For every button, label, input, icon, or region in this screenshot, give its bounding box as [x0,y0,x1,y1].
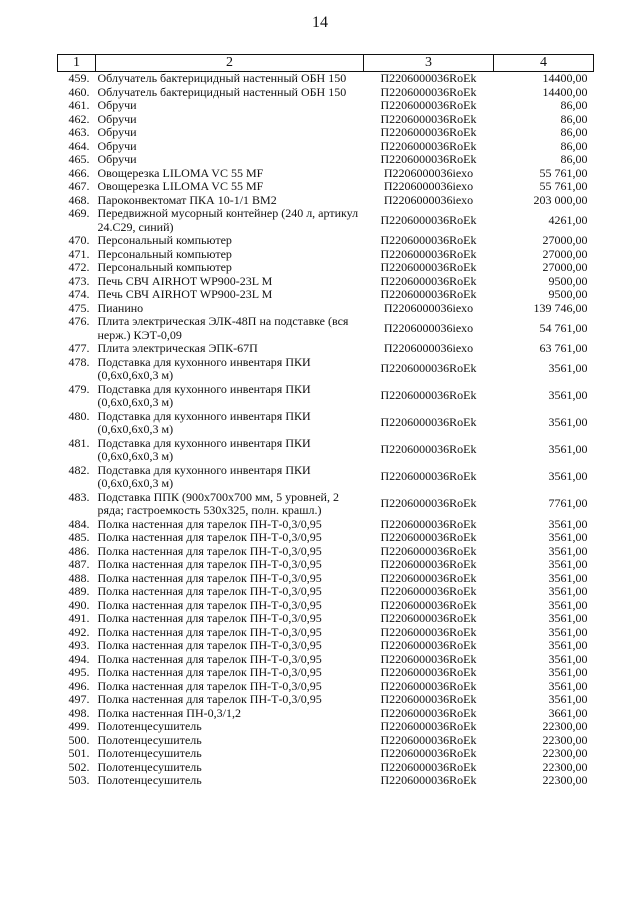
page-number: 14 [312,14,328,31]
item-name: Обручи [97,138,137,153]
item-name: Подставка для кухонного инвентаря ПКИ (0,6х0,6х0,3 м) [97,462,311,490]
item-price: 14400,00 [542,84,588,99]
row-number: 499. [68,719,90,733]
table-row [58,491,594,518]
inventory-code: П2206000036RoEk [380,678,477,693]
table-row [58,545,594,559]
inventory-code: П2206000036RoEk [380,651,477,666]
table-row [58,126,594,140]
item-price: 3561,00 [548,611,588,625]
row-number: 502. [68,759,90,774]
table-row [58,774,594,788]
inventory-code: П2206000036iexo [383,179,474,193]
row-number: 501. [68,746,90,760]
table-row [58,207,594,234]
row-number: 489. [68,584,90,598]
table-row [58,72,594,86]
inventory-code: П2206000036RoEk [380,570,477,585]
table-header [58,55,594,72]
table-row [58,680,594,694]
row-number: 481. [68,435,90,450]
row-number: 503. [68,773,90,787]
table-row [58,234,594,248]
item-name: Полка настенная для тарелок ПН-Т-0,3/0,95 [97,651,322,666]
inventory-code: П2206000036RoEk [380,273,477,288]
table-row [58,437,594,464]
inventory-code: П2206000036RoEk [380,152,477,166]
item-name: Полотенцесушитель [97,759,202,774]
item-name: Полка настенная для тарелок ПН-Т-0,3/0,95 [97,543,322,558]
item-name: Пианино [97,300,144,315]
item-name: Персональный компьютер [97,246,232,261]
inventory-code: П2206000036RoEk [380,246,477,261]
item-price: 27000,00 [542,246,588,261]
inventory-code: П2206000036RoEk [380,469,477,484]
row-number: 496. [68,678,90,693]
item-name: Полка настенная для тарелок ПН-Т-0,3/0,95 [97,584,322,598]
item-name: Подставка для кухонного инвентаря ПКИ (0,6х0,6х0,3 м) [97,354,311,382]
item-name: Обручи [97,152,137,166]
inventory-code: П2206000036RoEk [380,530,477,544]
item-price: 22300,00 [542,746,588,760]
item-name: Обручи [97,98,137,112]
column-header-1: 1 [58,55,96,72]
item-price: 3561,00 [548,530,588,544]
item-name: Пароконвектомат ПКА 10-1/1 ВМ2 [97,192,277,207]
inventory-code: П2206000036RoEk [380,125,477,139]
item-price: 55 761,00 [539,165,588,180]
inventory-code: П2206000036RoEk [380,111,477,126]
inventory-code: П2206000036iexo [383,165,474,180]
inventory-code: П2206000036RoEk [380,705,477,720]
item-name: Обручи [97,111,137,126]
inventory-code: П2206000036iexo [383,341,474,355]
table-row [58,356,594,383]
item-price: 203 000,00 [533,192,588,207]
row-number: 470. [68,233,90,247]
inventory-code: П2206000036RoEk [380,287,477,301]
item-price: 27000,00 [542,260,588,274]
item-price: 3561,00 [548,678,588,693]
item-price: 14400,00 [542,71,588,85]
row-number: 495. [68,665,90,679]
table-row [58,747,594,761]
row-number: 484. [68,516,90,531]
row-number: 472. [68,260,90,274]
inventory-code: П2206000036RoEk [380,611,477,625]
inventory-code: П2206000036RoEk [380,496,477,511]
row-number: 474. [68,287,90,301]
row-number: 493. [68,638,90,652]
table-row [58,531,594,545]
row-number: 463. [68,125,90,139]
table-row [58,153,594,167]
inventory-code: П2206000036RoEk [380,597,477,612]
item-name: Овощерезка LILOMA VC 55 MF [97,179,264,193]
item-name: Полотенцесушитель [97,773,202,787]
table-row [58,612,594,626]
table-row [58,342,594,356]
item-price: 3661,00 [548,705,588,720]
item-name: Полка настенная для тарелок ПН-Т-0,3/0,95 [97,624,322,639]
column-header-3: 3 [364,55,494,72]
item-price: 3561,00 [548,570,588,585]
item-name: Подставка для кухонного инвентаря ПКИ (0,6х0,6х0,3 м) [97,408,311,436]
table-row [58,113,594,127]
table-row [58,248,594,262]
item-price: 3561,00 [548,624,588,639]
table-row [58,167,594,181]
row-number: 471. [68,246,90,261]
item-price: 3561,00 [548,692,588,706]
item-name: Полка настенная для тарелок ПН-Т-0,3/0,95 [97,678,322,693]
item-name: Персональный компьютер [97,260,232,274]
row-number: 486. [68,543,90,558]
item-name: Полка настенная для тарелок ПН-Т-0,3/0,95 [97,557,322,571]
table-row [58,639,594,653]
item-price: 22300,00 [542,719,588,733]
item-price: 55 761,00 [539,179,588,193]
inventory-code: П2206000036RoEk [380,71,477,85]
table-row [58,761,594,775]
table-row [58,288,594,302]
row-number: 498. [68,705,90,720]
item-name: Облучатель бактерицидный настенный ОБН 150 [97,84,347,99]
inventory-code: П2206000036RoEk [380,692,477,706]
item-name: Полка настенная для тарелок ПН-Т-0,3/0,95 [97,530,322,544]
row-number: 500. [68,732,90,747]
table-row [58,410,594,437]
inventory-code: П2206000036RoEk [380,98,477,112]
table-row [58,666,594,680]
item-price: 86,00 [560,98,588,112]
row-number: 469. [68,206,90,220]
row-number: 485. [68,530,90,544]
inventory-code: П2206000036iexo [383,320,474,335]
table-row [58,734,594,748]
table-row [58,261,594,275]
row-number: 482. [68,462,90,477]
item-price: 22300,00 [542,732,588,747]
row-number: 483. [68,489,90,504]
table-row [58,99,594,113]
table-row [58,518,594,532]
item-name: Полка настенная для тарелок ПН-Т-0,3/0,95 [97,570,322,585]
item-name: Плита электрическая ЭПК-67П [97,341,258,355]
item-price: 3561,00 [548,469,588,484]
row-number: 491. [68,611,90,625]
row-number: 464. [68,138,90,153]
inventory-code: П2206000036RoEk [380,732,477,747]
item-name: Овощерезка LILOMA VC 55 MF [97,165,264,180]
item-name: Полотенцесушитель [97,732,202,747]
table-body [58,72,594,788]
inventory-code: П2206000036RoEk [380,415,477,430]
inventory-code: П2206000036iexo [383,192,474,207]
column-header-2: 2 [96,55,364,72]
item-name: Полотенцесушитель [97,746,202,760]
item-name: Облучатель бактерицидный настенный ОБН 150 [97,71,347,85]
item-price: 86,00 [560,152,588,166]
item-price: 3561,00 [548,543,588,558]
item-name: Полка настенная для тарелок ПН-Т-0,3/0,95 [97,692,322,706]
item-name: Подставка ППК (900х700х700 мм, 5 уровней, 2 ряда; гастроемкость 530х325, полн. крашл.) [97,489,339,517]
row-number: 467. [68,179,90,193]
item-price: 3561,00 [548,665,588,679]
item-price: 3561,00 [548,597,588,612]
row-number: 462. [68,111,90,126]
table-row [58,86,594,100]
item-price: 3561,00 [548,651,588,666]
item-price: 86,00 [560,138,588,153]
item-name: Печь СВЧ AIRHOT WP900-23L M [97,273,273,288]
table-row [58,383,594,410]
item-price: 63 761,00 [539,341,588,355]
item-price: 86,00 [560,125,588,139]
table-row [58,693,594,707]
inventory-code: П2206000036RoEk [380,260,477,274]
table-row [58,558,594,572]
item-price: 22300,00 [542,759,588,774]
inventory-code: П2206000036RoEk [380,138,477,153]
item-price: 86,00 [560,111,588,126]
item-name: Полка настенная для тарелок ПН-Т-0,3/0,95 [97,638,322,652]
inventory-table [57,54,594,788]
item-price: 9500,00 [548,273,588,288]
table-row [58,707,594,721]
row-number: 487. [68,557,90,571]
row-number: 466. [68,165,90,180]
row-number: 490. [68,597,90,612]
item-price: 3561,00 [548,557,588,571]
item-price: 22300,00 [542,773,588,787]
item-price: 7761,00 [548,496,588,511]
row-number: 492. [68,624,90,639]
item-name: Полотенцесушитель [97,719,202,733]
row-number: 480. [68,408,90,423]
item-name: Полка настенная ПН-0,3/1,2 [97,705,241,720]
inventory-code: П2206000036RoEk [380,543,477,558]
table-row [58,585,594,599]
item-price: 54 761,00 [539,320,588,335]
item-price: 3561,00 [548,638,588,652]
table-row [58,275,594,289]
row-number: 477. [68,341,90,355]
row-number: 460. [68,84,90,99]
table-row [58,315,594,342]
row-number: 488. [68,570,90,585]
inventory-code: П2206000036RoEk [380,361,477,376]
item-name: Полка настенная для тарелок ПН-Т-0,3/0,95 [97,611,322,625]
item-name: Плита электрическая ЭЛК-48П на подставке (вся нерж.) КЭТ-0,09 [97,314,349,342]
item-price: 27000,00 [542,233,588,247]
column-header-4: 4 [494,55,594,72]
inventory-code: П2206000036RoEk [380,516,477,531]
item-name: Полка настенная для тарелок ПН-Т-0,3/0,95 [97,597,322,612]
item-name: Подставка для кухонного инвентаря ПКИ (0,6х0,6х0,3 м) [97,435,311,463]
row-number: 475. [68,300,90,315]
inventory-code: П2206000036RoEk [380,212,477,227]
table-row [58,464,594,491]
inventory-code: П2206000036RoEk [380,233,477,247]
item-name: Передвижной мусорный контейнер (240 л, артикул 24.С29, синий) [97,206,359,234]
row-number: 473. [68,273,90,288]
row-number: 494. [68,651,90,666]
table-row [58,653,594,667]
item-price: 3561,00 [548,516,588,531]
inventory-code: П2206000036RoEk [380,442,477,457]
inventory-code: П2206000036RoEk [380,557,477,571]
table-row [58,140,594,154]
header-row [58,55,594,72]
row-number: 459. [68,71,90,85]
table-row [58,626,594,640]
row-number: 497. [68,692,90,706]
row-number: 479. [68,381,90,396]
inventory-code: П2206000036RoEk [380,773,477,787]
inventory-code: П2206000036RoEk [380,584,477,598]
table-row [58,599,594,613]
inventory-code: П2206000036RoEk [380,624,477,639]
table-row [58,720,594,734]
inventory-code: П2206000036RoEk [380,638,477,652]
inventory-code: П2206000036RoEk [380,665,477,679]
inventory-code: П2206000036RoEk [380,388,477,403]
row-number: 461. [68,98,90,112]
item-name: Полка настенная для тарелок ПН-Т-0,3/0,95 [97,665,322,679]
row-number: 468. [68,192,90,207]
row-number: 476. [68,314,90,328]
inventory-code: П2206000036iexo [383,300,474,315]
item-price: 3561,00 [548,584,588,598]
item-name: Персональный компьютер [97,233,232,247]
table-row [58,302,594,316]
table-row [58,572,594,586]
item-price: 3561,00 [548,442,588,457]
item-price: 9500,00 [548,287,588,301]
inventory-code: П2206000036RoEk [380,84,477,99]
item-name: Печь СВЧ AIRHOT WP900-23L M [97,287,273,301]
item-price: 4261,00 [548,212,588,227]
item-price: 3561,00 [548,361,588,376]
item-price: 139 746,00 [533,300,588,315]
inventory-code: П2206000036RoEk [380,746,477,760]
item-name: Подставка для кухонного инвентаря ПКИ (0,6х0,6х0,3 м) [97,381,311,409]
table-row [58,194,594,208]
inventory-code: П2206000036RoEk [380,719,477,733]
row-number: 478. [68,354,90,369]
row-number: 465. [68,152,90,166]
table-row [58,180,594,194]
item-price: 3561,00 [548,388,588,403]
item-price: 3561,00 [548,415,588,430]
inventory-code: П2206000036RoEk [380,759,477,774]
item-name: Полка настенная для тарелок ПН-Т-0,3/0,95 [97,516,322,531]
item-name: Обручи [97,125,137,139]
